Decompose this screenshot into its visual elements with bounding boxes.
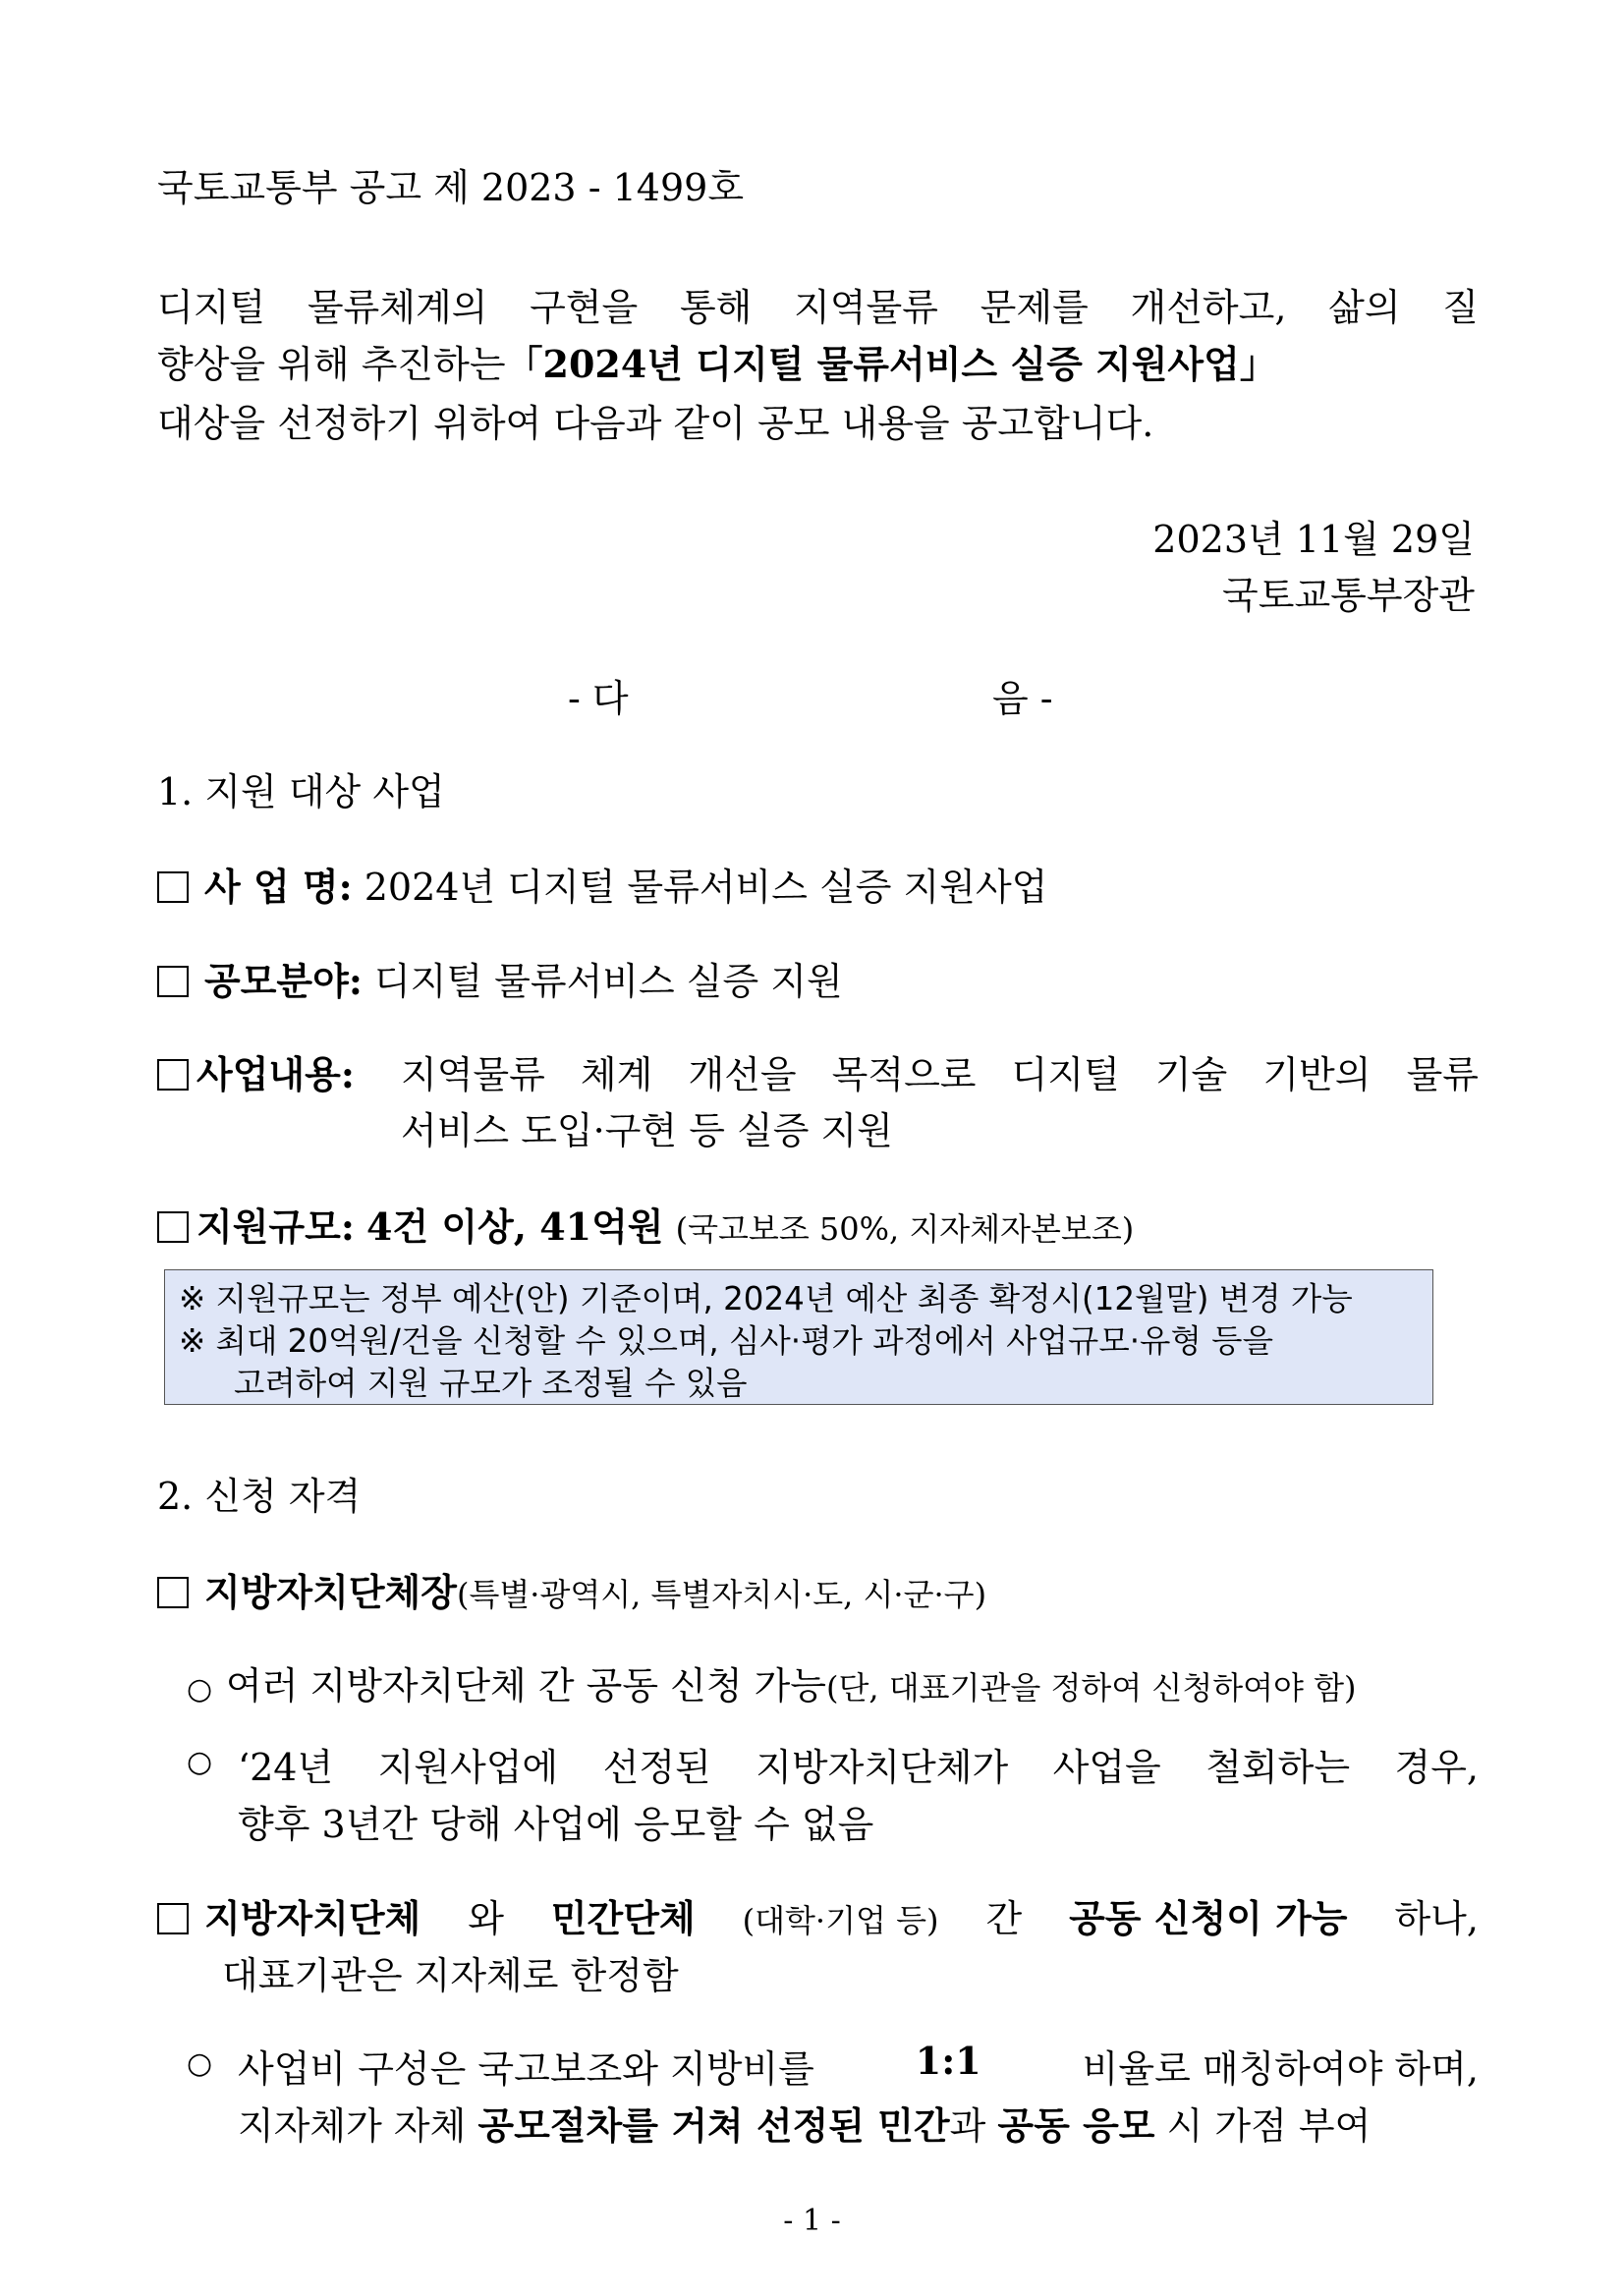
- checkbox-icon: [157, 871, 189, 903]
- checkbox-icon: [157, 1577, 189, 1608]
- content-line-1: 지역물류 체계 개선을 목적으로 디지털 기술 기반의 물류: [401, 1053, 1479, 1096]
- sub-item-3-line-1: [238, 2039, 1479, 2093]
- sub-item-2-line-2: 향후 3년간 당해 사업에 응모할 수 없음: [238, 1803, 874, 1846]
- circle-bullet-icon: ○: [187, 1672, 213, 1707]
- below-marker-right: 음 -: [992, 677, 1053, 720]
- circle-bullet-icon: ○: [187, 1745, 213, 1779]
- sub-item-3: [187, 2039, 226, 2082]
- project-name-label: 사 업 명:: [204, 865, 353, 909]
- note-box: [164, 1269, 1433, 1405]
- item-2-and: 와: [468, 1897, 504, 1940]
- checkbox-icon: [157, 1903, 189, 1934]
- sub-item-3-d: 지자체가 자체: [238, 2104, 467, 2148]
- sub-item-3-c: 비율로 매칭하여야 하며,: [1082, 2047, 1479, 2091]
- sub-item-2-line-1: ‘24년 지원사업에 선정된 지방자치단체가 사업을 철회하는 경우,: [238, 1746, 1479, 1789]
- page-number: - 1 -: [783, 2204, 841, 2238]
- sub-item-1-detail: (단, 대표기관을 정하여 신청하여야 함): [826, 1669, 1357, 1707]
- section-2-title: 2. 신청 자격: [157, 1475, 362, 1518]
- scale-value: 4건 이상, 41억원: [365, 1204, 664, 1249]
- program-name: 「2024년 디지털 물류서비스 실증 지원사업」: [505, 342, 1277, 386]
- issuer: 국토교통부장관: [1222, 574, 1475, 617]
- item-2-joint: 공동 신청이 가능: [1069, 1896, 1348, 1940]
- project-name-value: 2024년 디지털 물류서비스 실증 지원사업: [364, 866, 1048, 909]
- field-label: 공모분야:: [204, 959, 363, 1003]
- scale-row: [157, 1197, 1134, 1251]
- item-2-between: 간: [985, 1897, 1023, 1940]
- content-label: 사업내용:: [196, 1052, 355, 1096]
- notice-number: 국토교통부 공고 제 2023 - 1499호: [157, 166, 745, 209]
- field-row: [157, 951, 843, 1005]
- item-1-detail: (특별·광역시, 특별자치시·도, 시·군·구): [456, 1576, 987, 1613]
- sub-item-2: [187, 1737, 226, 1780]
- note-3: 고려하여 지원 규모가 조정될 수 있음: [234, 1365, 748, 1402]
- checkbox-icon: [157, 1059, 189, 1091]
- item-2-end: 하나,: [1394, 1897, 1479, 1940]
- field-value: 디지털 물류서비스 실증 지원: [373, 960, 843, 1003]
- sub-item-3-ratio: 1:1: [915, 2039, 981, 2083]
- content-row: [157, 1044, 355, 1098]
- sub-item-3-and: 과: [949, 2104, 986, 2148]
- scale-label: 지원규모:: [196, 1204, 355, 1249]
- eligibility-item-1: [157, 1562, 986, 1616]
- sub-item-3-line-2: [238, 2096, 1371, 2150]
- checkbox-icon: [157, 966, 189, 997]
- sub-item-3-a: 사업비 구성은 국고보조와 지방비를: [238, 2047, 814, 2091]
- item-2-private: 민간단체: [550, 1896, 696, 1940]
- eligibility-item-2: [157, 1888, 1479, 1942]
- section-1-title: 1. 지원 대상 사업: [157, 770, 445, 813]
- intro-line-2: [157, 334, 1277, 388]
- scale-detail: (국고보조 50%, 지자체자본보조): [675, 1210, 1135, 1248]
- item-2-line-2: 대표기관은 지자체로 한정함: [222, 1954, 679, 1997]
- note-1: ※ 지원규모는 정부 예산(안) 기준이며, 2024년 예산 최종 확정시(12월말) 변경 가능: [179, 1280, 1353, 1317]
- intro-line-3: 대상을 선정하기 위하여 다음과 같이 공모 내용을 공고합니다.: [157, 402, 1154, 445]
- checkbox-icon: [157, 1211, 189, 1243]
- content-line-2: 서비스 도입·구현 등 실증 지원: [401, 1109, 893, 1152]
- below-marker-left: - 다: [568, 677, 629, 720]
- item-2-local-gov: 지방자치단체: [204, 1896, 421, 1940]
- sub-item-1-text: 여러 지방자치단체 간 공동 신청 가능: [226, 1664, 827, 1708]
- item-1-bold: 지방자치단체장: [204, 1570, 457, 1614]
- project-name-row: [157, 857, 1047, 911]
- sub-item-3-bonus: 시 가점 부여: [1166, 2104, 1372, 2148]
- intro-line-2-text: 향상을 위해 추진하는: [157, 343, 506, 386]
- item-2-detail: (대학·기업 등): [742, 1902, 939, 1939]
- circle-bullet-icon: ○: [187, 2046, 213, 2081]
- sub-item-3-selected: 공모절차를 거쳐 선정된 민간: [477, 2103, 950, 2148]
- notice-date: 2023년 11월 29일: [1152, 518, 1475, 561]
- sub-item-3-joint: 공동 응모: [997, 2103, 1155, 2148]
- note-2: ※ 최대 20억원/건을 신청할 수 있으며, 심사·평가 과정에서 사업규모·유형 등을: [179, 1322, 1273, 1360]
- sub-item-1: [187, 1655, 1357, 1709]
- intro-line-1: 디지털 물류체계의 구현을 통해 지역물류 문제를 개선하고, 삶의 질: [157, 286, 1479, 329]
